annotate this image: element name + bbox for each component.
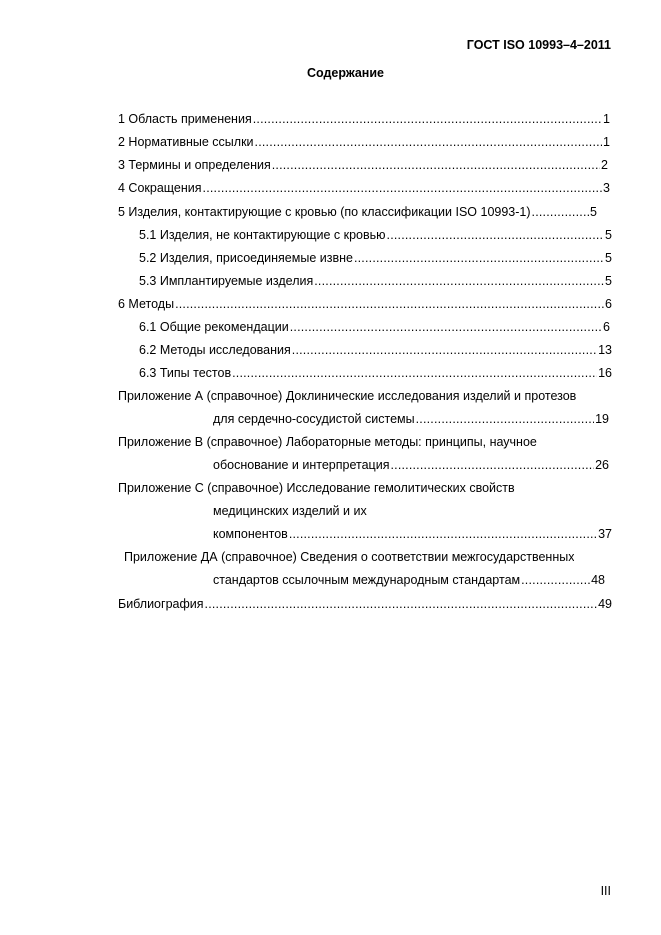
toc-entry-6[interactable]	[118, 297, 612, 312]
toc-entry-text: 6 Методы	[118, 297, 175, 311]
toc-entry-page: 16	[598, 366, 612, 380]
toc-entry-text: 5 Изделия, контактирующие с кровью (по классификации ISO 10993-1)	[118, 205, 531, 219]
toc-entry-annex-c-cont[interactable]: медицинских изделий и их	[213, 504, 367, 518]
toc-entry-page: 5	[590, 205, 597, 219]
toc-entry-page: 1	[603, 135, 610, 149]
toc-entry-text: 4 Сокращения	[118, 181, 202, 195]
toc-entry-page: 5	[605, 251, 612, 265]
toc-entry-1[interactable]	[118, 112, 610, 127]
toc-entry-bibliography[interactable]	[118, 597, 612, 612]
toc-entry-page: 3	[603, 181, 610, 195]
toc-entry-annex-a-cont[interactable]	[213, 412, 609, 427]
toc-entry-5-3[interactable]	[139, 274, 612, 289]
toc-entry-6-2[interactable]	[139, 343, 612, 358]
toc-entry-text: стандартов ссылочным международным стандартам	[213, 573, 521, 587]
toc-entry-5-2[interactable]	[139, 251, 612, 266]
toc-entry-6-1[interactable]	[139, 320, 610, 335]
toc-entry-page: 26	[595, 458, 609, 472]
toc-entry-annex-b-cont[interactable]	[213, 458, 609, 473]
toc-entry-page: 1	[603, 112, 610, 126]
standard-id: ГОСТ ISO 10993–4–2011	[466, 38, 611, 52]
toc-entry-text: 5.1 Изделия, не контактирующие с кровью	[139, 228, 386, 242]
toc-entry-annex-a[interactable]: Приложение А (справочное) Доклинические исследования изделий и протезов	[118, 389, 577, 403]
toc-entry-page: 48	[591, 573, 605, 587]
toc-entry-annex-c[interactable]: Приложение С (справочное) Исследование гемолитических свойств	[118, 481, 515, 495]
toc-entry-text: обоснование и интерпретация	[213, 458, 390, 472]
toc-entry-4[interactable]	[118, 181, 610, 196]
toc-entry-page: 6	[603, 320, 610, 334]
toc-entry-text: 3 Термины и определения	[118, 158, 271, 172]
toc-entry-page: 6	[605, 297, 612, 311]
toc-entry-text: 6.3 Типы тестов	[139, 366, 232, 380]
toc-entry-text: 1 Область применения	[118, 112, 252, 126]
toc-entry-annex-da-cont[interactable]	[213, 573, 605, 588]
toc-entry-3[interactable]	[118, 158, 608, 173]
toc-entry-text: 6.2 Методы исследования	[139, 343, 291, 357]
page-number: III	[600, 884, 611, 898]
toc-entry-text: 5.2 Изделия, присоединяемые извне	[139, 251, 353, 265]
toc-entry-page: 5	[605, 228, 612, 242]
toc-entry-text: 2 Нормативные ссылки	[118, 135, 254, 149]
toc-entry-text: 6.1 Общие рекомендации	[139, 320, 289, 334]
toc-entry-annex-c-cont-2[interactable]	[213, 527, 612, 542]
toc-entry-annex-da[interactable]: Приложение ДА (справочное) Сведения о соответствии межгосударственных	[124, 550, 575, 564]
toc-entry-annex-b[interactable]: Приложение В (справочное) Лабораторные методы: принципы, научное	[118, 435, 537, 449]
toc-entry-page: 37	[598, 527, 612, 541]
toc-entry-page: 13	[598, 343, 612, 357]
toc-entry-page: 19	[595, 412, 609, 426]
toc-entry-5-1[interactable]	[139, 228, 612, 243]
toc-entry-text: для сердечно-сосудистой системы	[213, 412, 415, 426]
toc-entry-page: 5	[605, 274, 612, 288]
toc-entry-text: 5.3 Имплантируемые изделия	[139, 274, 314, 288]
toc-entry-text: компонентов	[213, 527, 288, 541]
toc-entry-text: Библиография	[118, 597, 204, 611]
toc-entry-5[interactable]	[118, 205, 597, 220]
toc-entry-page: 2	[601, 158, 608, 172]
toc-entry-page: 49	[598, 597, 612, 611]
toc-entry-2[interactable]	[118, 135, 610, 150]
page-title: Содержание	[306, 66, 384, 80]
toc-entry-6-3[interactable]	[139, 366, 612, 381]
